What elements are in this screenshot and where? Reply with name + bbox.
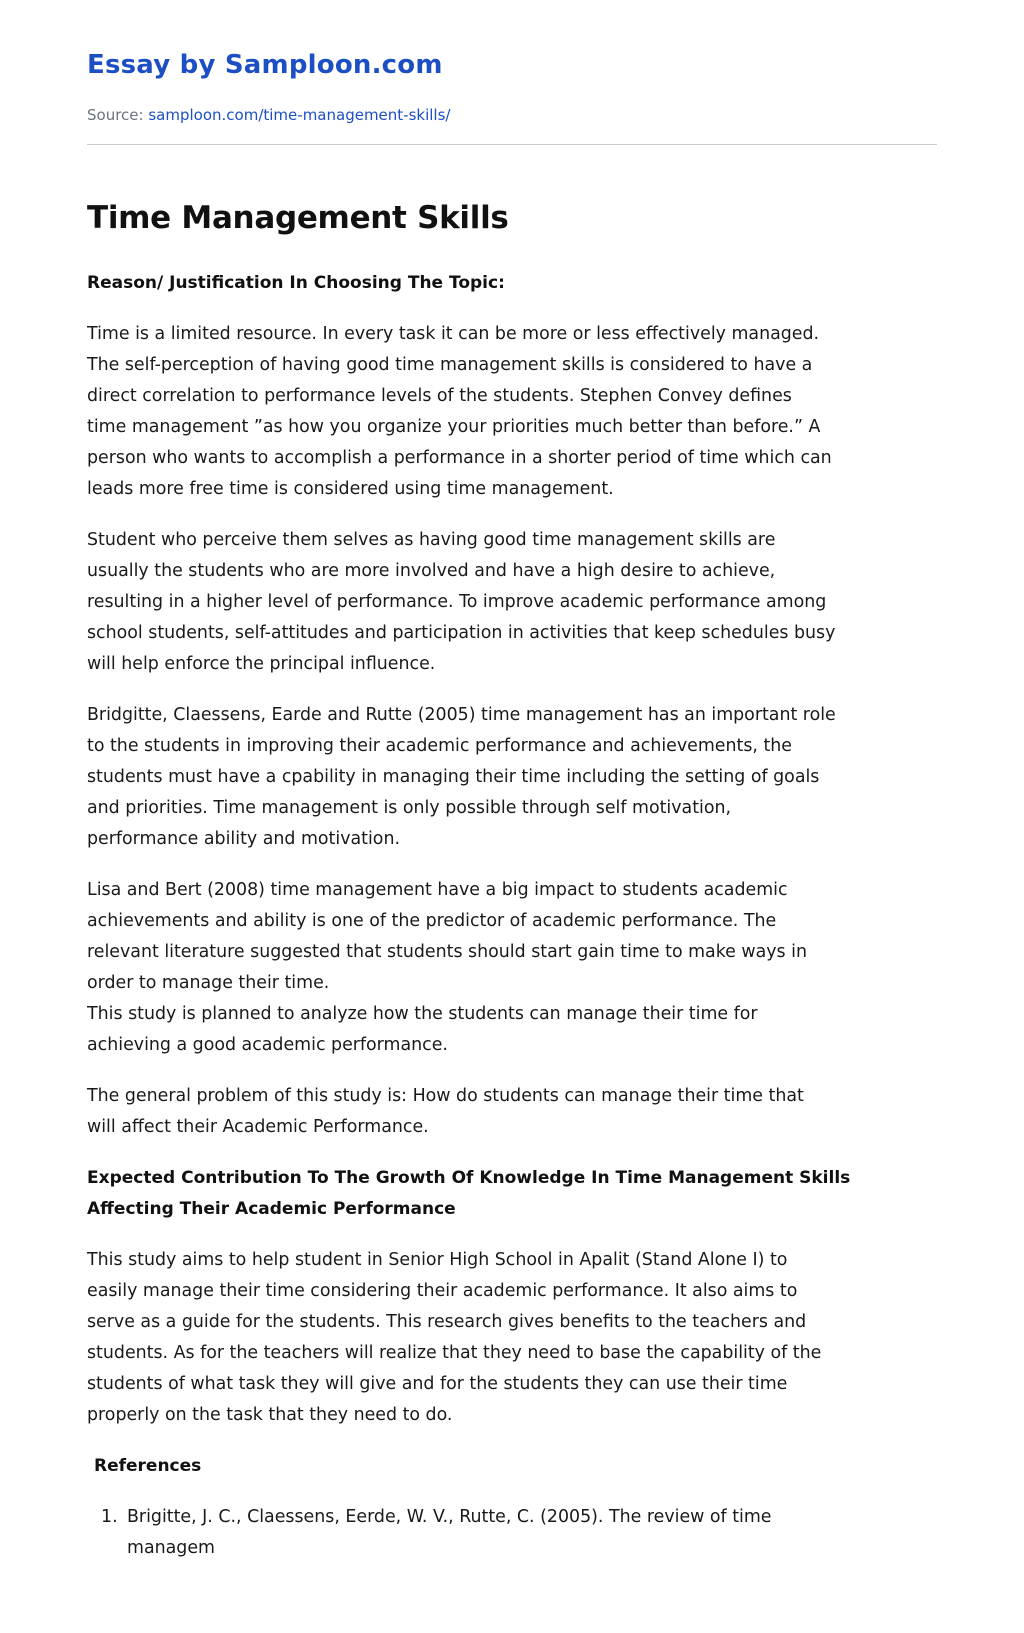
paragraph-line: This study aims to help student in Senior High School in Apalit (Stand Alone I) to bbox=[87, 1250, 788, 1270]
paragraph-line: The general problem of this study is: How do students can manage their time that bbox=[87, 1086, 804, 1106]
paragraph-line: Lisa and Bert (2008) time management have a big impact to students academic bbox=[87, 880, 788, 900]
source-line bbox=[87, 106, 450, 124]
reference-number: 1. bbox=[101, 1507, 118, 1527]
paragraph-2 bbox=[87, 525, 937, 680]
paragraph-line: order to manage their time. bbox=[87, 973, 330, 993]
heading-line: Affecting Their Academic Performance bbox=[87, 1199, 456, 1219]
header-divider bbox=[87, 144, 937, 145]
site-brand[interactable]: Essay by Samploon.com bbox=[87, 50, 443, 80]
paragraph-line: will affect their Academic Performance. bbox=[87, 1117, 429, 1137]
reference-line: managem bbox=[127, 1538, 215, 1558]
paragraph-line: school students, self-attitudes and participation in activities that keep schedules busy bbox=[87, 623, 836, 643]
essay-body bbox=[87, 268, 937, 1564]
reference-item bbox=[87, 1502, 937, 1564]
paragraph-line: direct correlation to performance levels of the students. Stephen Convey defines bbox=[87, 386, 792, 406]
paragraph-6 bbox=[87, 1245, 937, 1431]
paragraph-line: will help enforce the principal influence. bbox=[87, 654, 436, 674]
references-heading: References bbox=[94, 1456, 202, 1476]
paragraph-line: properly on the task that they need to do. bbox=[87, 1405, 453, 1425]
paragraph-line: students must have a cpability in managing their time including the setting of goals bbox=[87, 767, 820, 787]
paragraph-1 bbox=[87, 319, 937, 505]
paragraph-line: and priorities. Time management is only possible through self motivation, bbox=[87, 798, 732, 818]
paragraph-line: leads more free time is considered using time management. bbox=[87, 479, 614, 499]
paragraph-line: performance ability and motivation. bbox=[87, 829, 400, 849]
paragraph-line: Bridgitte, Claessens, Earde and Rutte (2005) time management has an important role bbox=[87, 705, 836, 725]
paragraph-5 bbox=[87, 1081, 937, 1143]
paragraph-line: Student who perceive them selves as having good time management skills are bbox=[87, 530, 776, 550]
paragraph-line: resulting in a higher level of performance. To improve academic performance among bbox=[87, 592, 827, 612]
paragraph-line: person who wants to accomplish a performance in a shorter period of time which can bbox=[87, 448, 832, 468]
reason-heading: Reason/ Justification In Choosing The Topic: bbox=[87, 273, 505, 293]
references-list bbox=[87, 1502, 937, 1564]
reference-line: Brigitte, J. C., Claessens, Eerde, W. V., Rutte, C. (2005). The review of time bbox=[127, 1507, 772, 1527]
paragraph-line: time management ”as how you organize your priorities much better than before.” A bbox=[87, 417, 821, 437]
heading-line: Expected Contribution To The Growth Of Knowledge In Time Management Skills bbox=[87, 1168, 851, 1188]
paragraph-line: The self-perception of having good time management skills is considered to have a bbox=[87, 355, 813, 375]
paragraph-line: This study is planned to analyze how the students can manage their time for bbox=[87, 1004, 758, 1024]
source-link[interactable]: samploon.com/time-management-skills/ bbox=[148, 106, 451, 124]
paragraph-line: achievements and ability is one of the predictor of academic performance. The bbox=[87, 911, 777, 931]
paragraph-line: to the students in improving their academic performance and achievements, the bbox=[87, 736, 793, 756]
paragraph-line: achieving a good academic performance. bbox=[87, 1035, 448, 1055]
paragraph-line: usually the students who are more involved and have a high desire to achieve, bbox=[87, 561, 776, 581]
paragraph-line: easily manage their time considering their academic performance. It also aims to bbox=[87, 1281, 798, 1301]
contribution-heading bbox=[87, 1163, 937, 1225]
paragraph-line: serve as a guide for the students. This research gives benefits to the teachers and bbox=[87, 1312, 807, 1332]
source-label: Source: bbox=[87, 106, 144, 124]
paragraph-line: students. As for the teachers will realize that they need to base the capability of the bbox=[87, 1343, 822, 1363]
paragraph-line: relevant literature suggested that students should start gain time to make ways in bbox=[87, 942, 808, 962]
paragraph-3 bbox=[87, 700, 937, 855]
page-title: Time Management Skills bbox=[87, 200, 509, 236]
paragraph-4 bbox=[87, 875, 937, 1061]
paragraph-line: Time is a limited resource. In every task it can be more or less effectively managed. bbox=[87, 324, 820, 344]
paragraph-line: students of what task they will give and for the students they can use their time bbox=[87, 1374, 788, 1394]
